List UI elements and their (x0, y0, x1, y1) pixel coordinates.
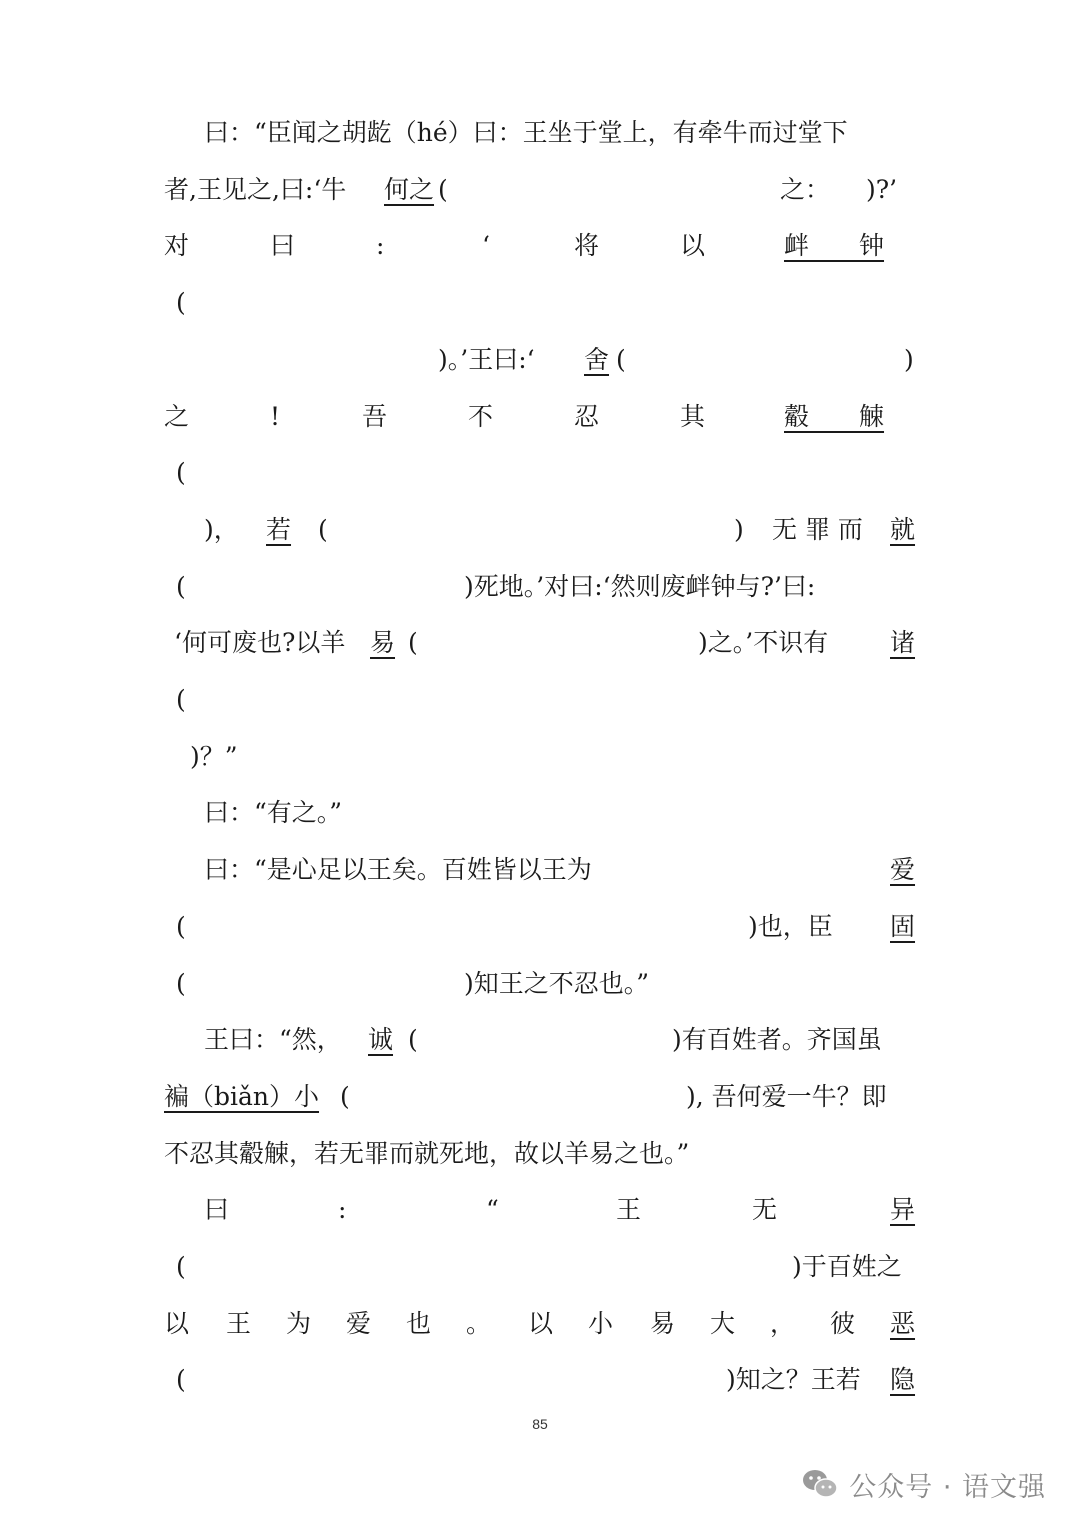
text-segment: 为 (286, 1308, 312, 1338)
text-segment: )知王之不忍也。” (464, 968, 650, 998)
text-segment: ( (438, 174, 448, 204)
text-segment: “ (486, 1195, 499, 1225)
text-segment: 不 (468, 401, 494, 431)
text-line (164, 113, 916, 153)
text-line (164, 340, 916, 380)
text-segment: 曰 (270, 231, 296, 261)
text-segment: )有百姓者。齐国虽 (672, 1025, 882, 1055)
underlined-term: 隐 (890, 1365, 916, 1395)
text-line (164, 680, 916, 720)
text-line (164, 1077, 916, 1117)
text-segment: )于百姓之 (792, 1252, 902, 1281)
text-segment: ( (176, 288, 186, 318)
underlined-term: 异 (890, 1195, 916, 1225)
text-segment: 以 (528, 1308, 554, 1338)
text-segment: )死地。’对曰:‘然则废衅钟与?’曰: (464, 571, 816, 601)
text-line (164, 793, 916, 833)
text-segment: ( (616, 344, 626, 374)
text-segment: ， (770, 1308, 796, 1338)
text-segment: ! (270, 401, 281, 431)
text-segment: 不忍其觳觫，若无罪而就死地，故以羊易之也。” (164, 1138, 690, 1168)
text-line (164, 1247, 916, 1287)
text-line (164, 964, 916, 1004)
text-line (164, 1190, 916, 1230)
text-segment: ( (408, 1025, 418, 1055)
text-segment: : (338, 1195, 347, 1225)
text-segment: 彼 (830, 1308, 856, 1338)
text-segment: ) (904, 344, 914, 374)
text-segment: )？” (190, 741, 238, 771)
text-line (164, 1360, 916, 1400)
text-segment: )之。’不识有 (698, 628, 829, 658)
underlined-term: 何之 (384, 174, 435, 204)
text-segment: 之 (164, 401, 190, 431)
text-line (164, 453, 916, 493)
underlined-term: 觳 觫 (784, 401, 885, 431)
text-segment: 无 (752, 1195, 778, 1225)
text-line (164, 1020, 916, 1060)
watermark (801, 1462, 1046, 1506)
text-segment: ( (176, 968, 186, 998)
text-segment: )?’ (866, 174, 898, 204)
text-segment: )知之？王若 (726, 1365, 861, 1395)
underlined-term: 爱 (890, 855, 916, 885)
text-segment: ( (176, 911, 186, 941)
text-segment: 王 (616, 1195, 642, 1225)
text-segment: ( (340, 1081, 350, 1111)
underlined-term: 舍 (584, 344, 610, 374)
text-segment: 。 (466, 1308, 492, 1338)
text-segment: ( (176, 571, 186, 601)
wechat-icon (801, 1468, 839, 1500)
underlined-term: 固 (890, 911, 916, 941)
text-line (164, 283, 916, 323)
text-segment: 以 (680, 231, 706, 261)
watermark-text: 公众号 · 语文强 (849, 1471, 1046, 1503)
text-segment: )， (204, 514, 239, 544)
text-segment: ) (734, 514, 744, 544)
text-line (164, 397, 916, 437)
text-segment: 大 (710, 1308, 736, 1338)
text-segment: 其 (680, 401, 706, 431)
page-number: 85 (532, 1416, 548, 1432)
text-segment: ( (176, 1252, 186, 1281)
text-segment: 爱 (346, 1308, 372, 1338)
underlined-term: 诸 (890, 628, 916, 658)
text-segment: ‘何可废也?以羊 (174, 628, 346, 658)
text-segment: 王 (226, 1308, 252, 1338)
text-segment: 以 (164, 1308, 190, 1338)
text-segment: 吾 (362, 401, 388, 431)
text-segment: 曰：“臣闻之胡龁（hé）曰：王坐于堂上，有牵牛而过堂下 (204, 118, 848, 147)
text-line (164, 510, 916, 550)
text-segment: ( (176, 685, 186, 714)
text-line (164, 170, 916, 210)
text-segment: 对 (164, 231, 190, 261)
text-segment: 小 (588, 1308, 614, 1338)
text-segment: 曰：“有之。” (204, 798, 343, 828)
underlined-term: 诚 (368, 1025, 394, 1055)
text-segment: 曰：“是心足以王矣。百姓皆以王为 (204, 855, 592, 885)
text-segment: 无 罪 而 (772, 514, 863, 544)
text-segment: 王曰：“然， (204, 1025, 342, 1055)
text-line (164, 850, 916, 890)
text-segment: 将 (574, 231, 600, 261)
text-segment: ), 吾何爱一牛？即 (686, 1081, 887, 1111)
text-line (164, 1304, 916, 1344)
text-segment: : (376, 231, 385, 261)
text-segment: ‘ (482, 231, 490, 261)
text-segment: 也 (406, 1308, 432, 1338)
text-line (164, 1134, 916, 1174)
underlined-term: 若 (266, 514, 292, 544)
text-segment: ( (176, 1365, 186, 1395)
underlined-term: 褊（biǎn）小 (164, 1081, 320, 1111)
text-line (164, 737, 916, 777)
text-segment: 曰 (204, 1195, 230, 1225)
text-line (164, 226, 916, 266)
text-segment: 忍 (574, 401, 600, 431)
underlined-term: 易 (370, 628, 396, 658)
text-segment: ( (176, 458, 186, 488)
underlined-term: 就 (890, 514, 916, 544)
text-segment: 之： (780, 174, 831, 204)
text-line (164, 623, 916, 663)
text-segment: 者,王见之,曰:‘牛 (164, 174, 347, 204)
text-segment: 易 (650, 1308, 676, 1338)
text-segment: )。’王曰:‘ (438, 344, 535, 374)
underlined-term: 恶 (890, 1308, 916, 1338)
underlined-term: 衅 钟 (784, 231, 885, 261)
text-segment: )也，臣 (748, 911, 833, 941)
text-line (164, 907, 916, 947)
text-line (164, 567, 916, 607)
text-segment: ( (318, 514, 328, 544)
text-segment: ( (408, 628, 418, 658)
